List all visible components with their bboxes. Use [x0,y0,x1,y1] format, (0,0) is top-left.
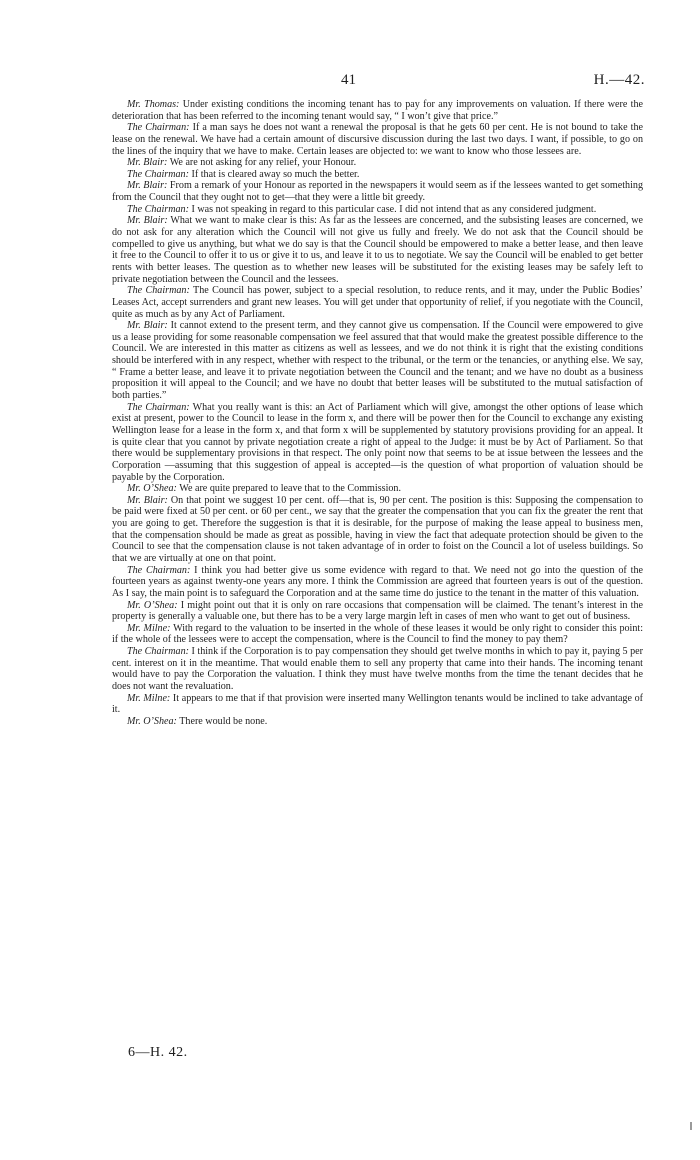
speech-text: What we want to make clear is this: As far as the lessees are concerned, and the subsisting leases are concerned, we do not ask for any alteration which the Council will not give us fully and freely. We do not ask that the Council should be compelled to give us anything, but what we do say is that the Council should be empowered to make a better lease, and then leave it free to the Council to offer it to us or give it to us, and leave it to us to negotiate. We say the Council will be enabled to get better rents with better leases. The question as to whether new leases will be substituted for the existing leases may be safely left to private negotiation between the Council and the lessees. [112,215,643,285]
transcript-body [112,99,643,728]
speech-text: We are not asking for any relief, your Honour. [167,157,357,169]
speaker-name: Mr. Milne: [127,692,171,704]
speaker-name: The Chairman: [127,401,190,413]
speaker-name: The Chairman: [127,122,190,134]
speaker-name: Mr. O’Shea: [127,715,177,727]
speaker-name: Mr. Blair: [127,180,168,192]
transcript-paragraph [112,157,643,169]
transcript-paragraph [112,600,643,623]
speech-text: I might point out that it is only on rare occasions that compensation will be claimed. The tenant’s interest in the property is generally a valuable one, but there has to be a very large margin left in cases of men who want to get out of business. [112,599,643,623]
transcript-paragraph [112,285,643,320]
speaker-name: The Chairman: [127,646,189,658]
speaker-name: Mr. Blair: [127,157,168,169]
speech-text: I think if the Corporation is to pay compensation they should get twelve months in which to pay it, paying 5 per cent. interest on it in the meantime. That would enable them to sell any property that came into their hands. The incoming tenant would have to pay the Corporation the valuation. I think they must have twelve months from the time the tenant decides that he does not want the revaluation. [112,646,643,693]
speech-text: It appears to me that if that provision were inserted many Wellington tenants would be inclined to take advantage of it. [112,692,643,716]
speaker-name: Mr. Milne: [127,622,171,634]
speaker-name: The Chairman: [127,564,191,576]
speaker-name: The Chairman: [127,285,190,297]
transcript-paragraph [112,180,643,203]
speech-text: If that is cleared away so much the better. [188,168,360,180]
speaker-name: Mr. Blair: [127,494,168,506]
speaker-name: Mr. Blair: [127,215,168,227]
transcript-paragraph [112,122,643,157]
transcript-paragraph [112,693,643,716]
speech-text: There would be none. [176,715,268,727]
speech-text: The Council has power, subject to a special resolution, to reduce rents, and it may, under the Public Bodies’ Leases Act, accept surrenders and grant new leases. You will get under that opportunity of relief, if you negotiate with the Council, quite as much as by any Act of Parliament. [112,285,643,320]
speech-text: Under existing conditions the incoming tenant has to pay for any improvements on valuation. If there were the deterioration that has been referred to the incoming tenant would say, “ I won’t give that price.” [112,99,643,122]
speaker-name: Mr. O’Shea: [127,599,178,611]
transcript-paragraph [112,169,643,181]
speech-text: If a man says he does not want a renewal the proposal is that he gets 60 per cent. He is not bound to take the lease on the renewal. We have had a certain amount of discursive discussion during the last two days. I want, if possible, to go on the lines of the inquiry that we have to make. Certain leases are objected to: we want to know who those lessees are. [112,122,643,157]
transcript-paragraph [112,623,643,646]
transcript-paragraph [112,565,643,600]
speaker-name: Mr. Thomas: [127,99,180,110]
transcript-paragraph [112,716,643,728]
speech-text: With regard to the valuation to be inserted in the whole of these leases it would be only right to consider this point: if the whole of the lessees were to accept the compensation, where is the Council to find the money to pay them? [112,622,643,646]
paper-reference: H.—42. [593,72,645,88]
speech-text: I was not speaking in regard to this particular case. I did not intend that as any considered judgment. [188,203,597,215]
scan-mark [690,1122,692,1130]
transcript-paragraph [112,99,643,122]
speech-text: It cannot extend to the present term, and they cannot give us compensation. If the Council were empowered to give us a lease providing for some reasonable compensation we feel assured that that would make the greatest possible difference to the Council. We are interested in this matter as citizens as well as lessees, and we do not think it is right that the existing conditions should be interfered with in any respect, whether with respect to the tribunal, or the term or the tenancies, or anything else. We say, “ Frame a better lease, and leave it to private negotiation between the Council and the tenant; and we have no doubt as a business proposition it will appeal to the Council; and we have no doubt that better leases will be substituted to the mutual satisfaction of both parties.” [112,320,644,402]
speaker-name: The Chairman: [127,168,189,180]
transcript-paragraph [112,402,643,483]
speaker-name: Mr. O’Shea: [127,483,177,495]
sheet-signature: 6—H. 42. [128,1045,188,1060]
speech-text: On that point we suggest 10 per cent. off—that is, 90 per cent. The position is this: Supposing the compensation to be paid were fixed at 50 per cent. or 60 per cent., we say that the greater the compensation that you can fix the greater the rent that you are going to get. Therefore the suggestion is that it is desirable, for the purpose of making the lease appeal to business men, that the compensation should be made as great as possible, having in view the fact that adequate protection should be given to the Council to see that the compensation clause is not taken advantage of in order to foist on the Council a lot of useless buildings. So that we are virtually at one on that point. [112,494,643,564]
speech-text: I think you had better give us some evidence with regard to that. We need not go into the question of the fourteen years as against twenty-one years any more. I think the Commission are agreed that fourteen years is out of the question. As I say, the main point is to safeguard the Corporation and at the same time do justice to the tenant in the matter of this valuation. [112,564,643,599]
speech-text: What you really want is this: an Act of Parliament which will give, amongst the other options of lease which exist at present, power to the Council to lease in the form x, and there will be power then for the Council to exchange any existing Wellington lease for a lease in the form x, and that form x will be supplemented by statutory provisions providing for an appeal. It is quite clear that you cannot by private negotiation create a right of appeal to the Judge: it must be by Act of Parliament. So that there would be supplementary provisions in that respect. The only point now that seems to be at issue between the lessees and the Corporation —assuming that this suggestion of appeal is accepted—is the question of what proportion of valuation should be payable by the Corporation. [112,401,644,483]
page-header [0,72,700,94]
page-number: 41 [341,72,356,88]
speaker-name: The Chairman: [127,203,189,215]
transcript-paragraph [112,495,643,565]
speech-text: From a remark of your Honour as reported in the newspapers it would seem as if the lessees wanted to get something from the Council that they ought not to get—that they were a little bit greedy. [112,180,643,204]
transcript-paragraph [112,215,643,285]
transcript-paragraph [112,646,643,693]
speaker-name: Mr. Blair: [127,320,168,332]
speech-text: We are quite prepared to leave that to the Commission. [176,483,401,495]
transcript-paragraph [112,204,643,216]
transcript-paragraph [112,483,643,495]
transcript-paragraph [112,320,643,401]
